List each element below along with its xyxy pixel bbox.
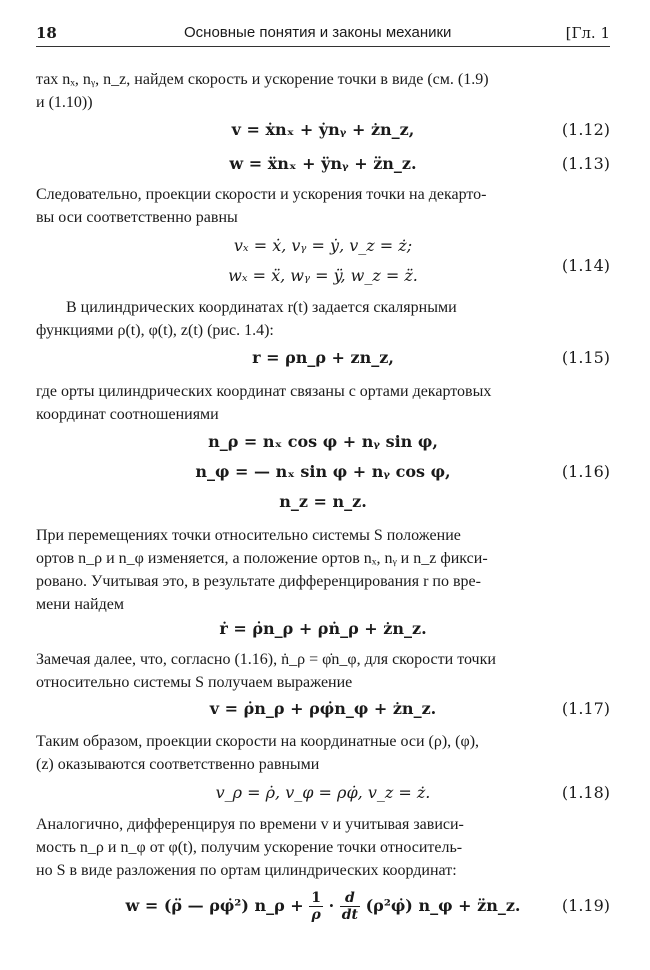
running-title: Основные понятия и законы механики [184,24,452,41]
equation-number: (1.18) [561,783,610,802]
chapter-label: [Гл. 1 [565,24,610,42]
equation-formula: v_ρ = ρ̇, v_φ = ρφ̇, v_z = ż. [215,783,431,802]
fraction-denominator: dt [341,907,359,923]
fraction-one-over-rho [309,890,323,923]
equation-1-16b [36,460,610,484]
equation-right: (ρ²φ̇) n_φ + z̈n_z. [365,896,521,915]
equation-formula: ṙ = ρ̇n_ρ + ρṅ_ρ + żn_z. [219,619,427,638]
text-line: тах nₓ, nᵧ, n_z, найдем скорость и ускорение точки в виде (см. (1.9) [36,71,489,88]
equation-number: (1.15) [561,348,610,367]
running-header [36,24,610,47]
text-line: функциями ρ(t), φ(t), z(t) (рис. 1.4): [36,322,274,339]
paragraph-7 [36,730,610,776]
text-line: (z) оказываются соответственно равными [36,756,320,773]
equation-r-dot [36,617,610,641]
equation-1-19 [36,886,610,926]
paragraph-6 [36,648,610,694]
equation-formula: n_z = n_z. [279,492,367,511]
page-number: 18 [36,24,57,42]
text-line: где орты цилиндрических координат связаны с ортами декартовых [36,383,492,400]
text-line: ровано. Учитывая это, в результате дифференцирования r по вре- [36,573,481,590]
equation-number: (1.16) [561,462,610,481]
text-line: ортов n_ρ и n_φ изменяется, а положение ортов nₓ, nᵧ и n_z фикси- [36,550,488,567]
equation-1-16a [36,430,610,454]
equation-1-16c [36,490,610,514]
text-line: мость n_ρ и n_φ от φ(t), получим ускорение точки относитель- [36,839,463,856]
equation-1-14b [36,264,610,288]
equation-number: (1.12) [561,120,610,139]
equation-number: (1.13) [561,154,610,173]
text-line: координат соотношениями [36,406,219,423]
equation-1-18 [36,781,610,805]
fraction-denominator: ρ [311,907,321,923]
equation-formula: n_φ = — nₓ sin φ + nᵧ cos φ, [195,462,451,481]
equation-1-15 [36,346,610,370]
equation-1-17 [36,697,610,721]
text-line: В цилиндрических координатах r(t) задается скалярными [66,299,457,316]
equation-number: (1.14) [561,256,610,275]
equation-formula: vₓ = ẋ, vᵧ = ẏ, v_z = ż; [233,236,413,255]
text-line: Следовательно, проекции скорости и ускорения точки на декарто- [36,186,487,203]
equation-formula: wₓ = ẍ, wᵧ = ÿ, w_z = z̈. [228,266,418,285]
text-line: Аналогично, дифференцируя по времени v и учитывая зависи- [36,816,464,833]
equation-formula: w = ẍnₓ + ÿnᵧ + z̈n_z. [229,154,417,173]
equation-formula: n_ρ = nₓ cos φ + nᵧ sin φ, [208,432,438,451]
equation-left: w = (ρ̈ — ρφ̇²) n_ρ + [125,896,304,915]
equation-formula: r = ρn_ρ + zn_z, [252,348,394,367]
equation-formula: v = ρ̇n_ρ + ρφ̇n_φ + żn_z. [209,699,437,718]
text-line: относительно системы S получаем выражение [36,674,353,691]
fraction-numerator: d [340,890,360,907]
text-line: вы оси соответственно равны [36,209,238,226]
equation-formula: w = (ρ̈ — ρφ̇²) n_ρ + $\frac{1}{\rho}$ · $\frac{d}{dt}$ (ρ²φ̇) n_φ + z̈n_z. [125,890,521,923]
paragraph-5 [36,524,610,616]
text-line: но S в виде разложения по ортам цилиндрических координат: [36,862,457,879]
text-line: мени найдем [36,596,124,613]
text-line: Замечая далее, что, согласно (1.16), ṅ_ρ = φ̇n_φ, для скорости точки [36,651,496,668]
equation-1-13 [36,152,610,176]
fraction-d-dt [340,890,360,923]
equation-formula: v = ẋnₓ + ẏnᵧ + żn_z, [231,120,415,139]
fraction-numerator: 1 [311,890,322,906]
paragraph-1 [36,68,610,114]
equation-number: (1.19) [561,896,610,915]
paragraph-2 [36,183,610,229]
text-line: и (1.10)) [36,94,93,111]
paragraph-4 [36,380,610,426]
paragraph-3 [36,296,610,342]
text-line: При перемещениях точки относительно системы S положение [36,527,461,544]
paragraph-8 [36,813,610,882]
text-line: Таким образом, проекции скорости на координатные оси (ρ), (φ), [36,733,480,750]
equation-number: (1.17) [561,699,610,718]
equation-1-12 [36,118,610,142]
